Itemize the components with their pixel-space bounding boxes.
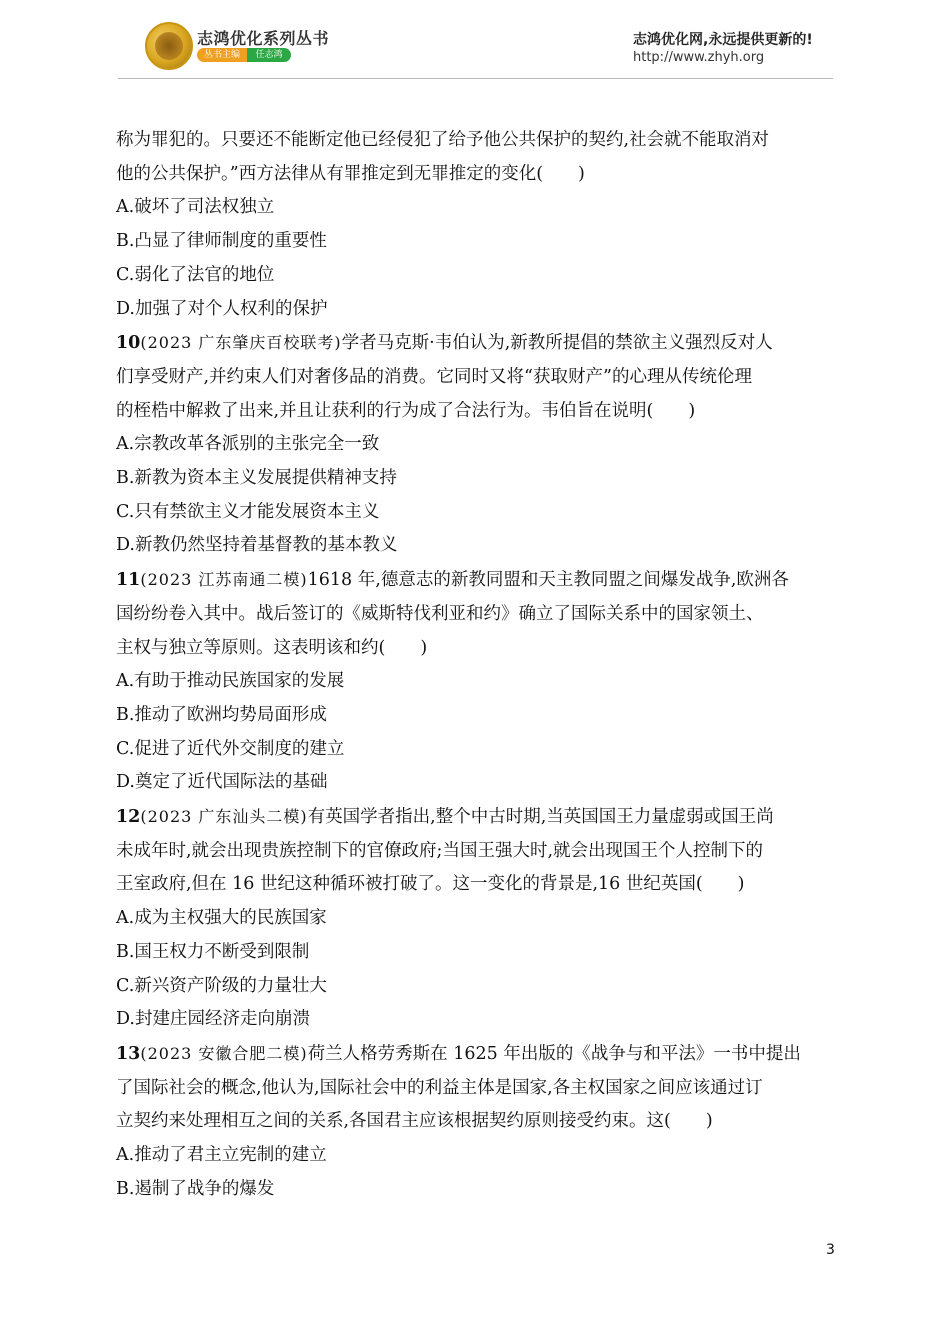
editor-name: 任志鸿: [247, 48, 291, 62]
header-slogan: 志鸿优化网,永远提供更新的!: [633, 32, 813, 48]
option-d: D.新教仍然坚持着基督教的基本教义: [116, 535, 398, 556]
option-b: B.推动了欧洲均势局面形成: [116, 704, 327, 725]
question-text-line: 国纷纷卷入其中。战后签订的《威斯特伐利亚和约》确立了国际关系中的国家领土、: [116, 603, 764, 624]
option-c: C.弱化了法官的地位: [116, 264, 275, 285]
question-source: (2023 广东汕头二模): [140, 807, 308, 827]
option-c: C.新兴资产阶级的力量壮大: [116, 975, 327, 996]
header-divider: [118, 78, 833, 79]
question-text-line: 王室政府,但在 16 世纪这种循环被打破了。这一变化的背景是,16 世纪英国( ): [116, 874, 745, 895]
question-text-line: 未成年时,就会出现贵族控制下的官僚政府;当国王强大时,就会出现国王个人控制下的: [116, 840, 764, 861]
question-number: 10: [116, 333, 141, 354]
option-d: D.奠定了近代国际法的基础: [116, 772, 328, 793]
question-text: 有英国学者指出,整个中古时期,当英国国王力量虚弱或国王尚: [307, 807, 774, 828]
question-number: 12: [116, 807, 141, 828]
option-b: B.国王权力不断受到限制: [116, 941, 310, 962]
question-source: (2023 江苏南通二模): [140, 570, 308, 590]
option-b: B.凸显了律师制度的重要性: [116, 231, 327, 252]
option-a: A.宗教改革各派别的主张完全一致: [116, 434, 380, 455]
question-text-line: 他的公共保护。”西方法律从有罪推定到无罪推定的变化( ): [116, 163, 585, 184]
question-11-first-line: [116, 563, 836, 598]
question-12-first-line: [116, 800, 836, 835]
question-source: (2023 安徽合肥二模): [140, 1043, 308, 1063]
option-a: A.推动了君主立宪制的建立: [116, 1145, 327, 1166]
option-a: A.破坏了司法权独立: [116, 197, 275, 218]
question-text: 学者马克斯·韦伯认为,新教所提倡的禁欲主义强烈反对人: [341, 333, 773, 354]
question-text-line: 们享受财产,并约束人们对奢侈品的消费。它同时又将“获取财产”的心理从传统伦理: [116, 366, 752, 387]
option-c: C.促进了近代外交制度的建立: [116, 738, 345, 759]
question-10-first-line: [116, 326, 836, 361]
page-header: [0, 0, 950, 80]
question-text: 1618 年,德意志的新教同盟和天主教同盟之间爆发战争,欧洲各: [307, 570, 789, 591]
page-number: 3: [826, 1242, 835, 1258]
question-text-line: 的桎梏中解救了出来,并且让获利的行为成了合法行为。韦伯旨在说明( ): [116, 400, 696, 421]
option-c: C.只有禁欲主义才能发展资本主义: [116, 501, 380, 522]
option-a: A.成为主权强大的民族国家: [116, 908, 327, 929]
publisher-seal-icon: [145, 22, 193, 70]
question-text-line: 称为罪犯的。只要还不能断定他已经侵犯了给予他公共保护的契约,社会就不能取消对: [116, 130, 770, 150]
header-url: http://www.zhyh.org: [633, 50, 765, 65]
option-a: A.有助于推动民族国家的发展: [116, 671, 345, 692]
option-d: D.封建庄园经济走向崩溃: [116, 1009, 310, 1030]
question-text: 荷兰人格劳秀斯在 1625 年出版的《战争与和平法》一书中提出: [307, 1043, 801, 1064]
question-text-line: 主权与独立等原则。这表明该和约( ): [116, 637, 428, 658]
question-source: (2023 广东肇庆百校联考): [140, 333, 342, 353]
option-d: D.加强了对个人权利的保护: [116, 298, 328, 319]
question-number: 11: [116, 570, 141, 591]
question-text-line: 立契约来处理相互之间的关系,各国君主应该根据契约原则接受约束。这( ): [116, 1111, 713, 1132]
option-b: B.遏制了战争的爆发: [116, 1178, 275, 1199]
question-text-line: 了国际社会的概念,他认为,国际社会中的利益主体是国家,各主权国家之间应该通过订: [116, 1077, 763, 1098]
question-content: [116, 124, 836, 1207]
question-number: 13: [116, 1043, 141, 1064]
option-b: B.新教为资本主义发展提供精神支持: [116, 468, 397, 489]
series-title: 志鸿优化系列丛书: [197, 29, 330, 48]
question-13-first-line: [116, 1037, 836, 1072]
editor-label: 丛书主编: [197, 48, 247, 62]
